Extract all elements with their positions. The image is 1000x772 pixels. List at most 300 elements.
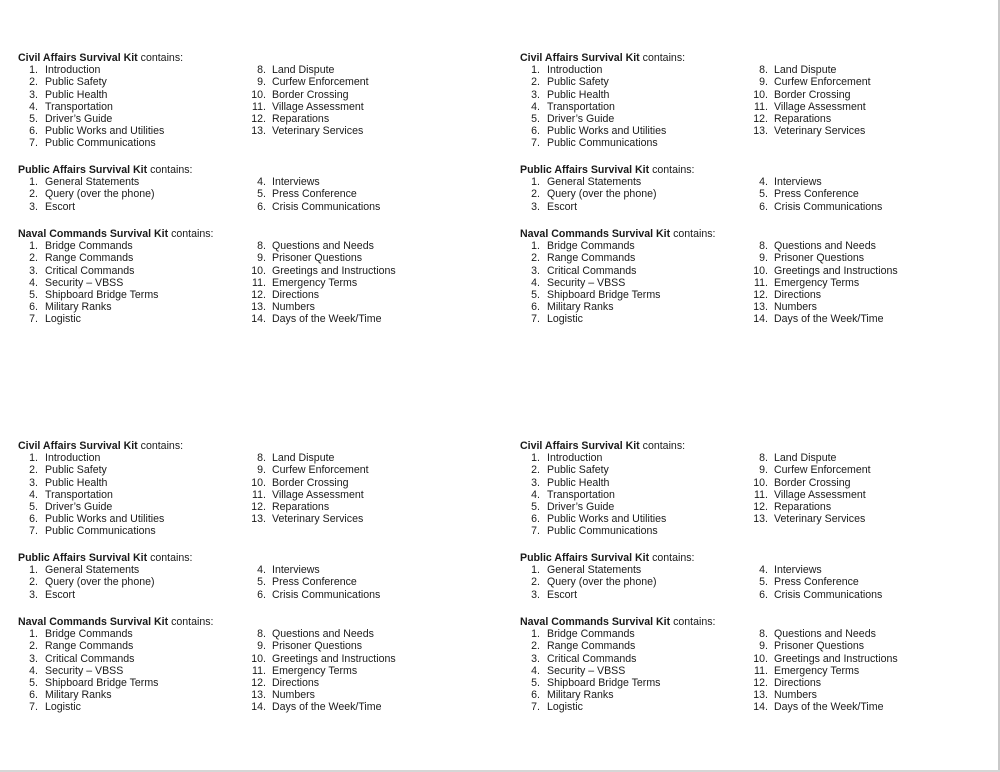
list-item-number: 12. — [753, 676, 768, 689]
list-item — [18, 301, 248, 313]
list-item-label: Public Health — [547, 476, 610, 489]
list-item-number: 10. — [753, 652, 768, 665]
list-item-label: Prisoner Questions — [272, 640, 363, 653]
list-item — [746, 452, 986, 464]
list-item-number: 2. — [29, 188, 38, 201]
kit-title-suffix: contains: — [168, 228, 214, 240]
list-item — [244, 265, 484, 277]
list-item — [746, 489, 986, 501]
list-item — [244, 640, 484, 652]
list-item — [520, 640, 750, 652]
list-item-number: 9. — [257, 640, 266, 653]
kit-column-left — [520, 64, 750, 149]
list-item-number: 2. — [531, 640, 540, 653]
list-item-label: Directions — [272, 676, 320, 689]
kit-heading — [18, 164, 488, 176]
list-item — [244, 701, 484, 713]
list-item — [18, 137, 248, 149]
kit-heading — [520, 52, 990, 64]
list-item-label: Land Dispute — [272, 64, 335, 77]
list-item-number: 11. — [252, 100, 266, 113]
kit-title: Civil Affairs Survival Kit — [18, 52, 138, 64]
list-item — [244, 201, 484, 213]
list-item-label: Days of the Week/Time — [774, 701, 884, 714]
list-item — [18, 677, 248, 689]
list-item-number: 4. — [29, 488, 38, 501]
public-affairs-kit — [520, 552, 990, 601]
list-item — [244, 125, 484, 137]
list-item — [520, 188, 750, 200]
list-item-label: Veterinary Services — [774, 513, 866, 526]
list-item-number: 7. — [531, 701, 540, 714]
list-item-label: Security – VBSS — [45, 664, 124, 677]
list-item-number: 10. — [753, 264, 768, 277]
list-item — [18, 653, 248, 665]
list-item-label: Query (over the phone) — [547, 188, 657, 201]
list-item-label: Public Health — [45, 476, 108, 489]
list-item — [244, 677, 484, 689]
list-item-label: Questions and Needs — [272, 628, 374, 641]
list-item-number: 6. — [29, 513, 38, 526]
list-item-label: Range Commands — [547, 640, 636, 653]
list-item-label: Emergency Terms — [272, 276, 358, 289]
list-item-number: 1. — [29, 240, 38, 253]
list-item-number: 12. — [753, 500, 768, 513]
list-item-number: 3. — [531, 264, 540, 277]
list-item-label: Query (over the phone) — [45, 188, 155, 201]
list-item-number: 13. — [251, 513, 266, 526]
list-item — [520, 252, 750, 264]
list-item — [18, 689, 248, 701]
list-item — [18, 277, 248, 289]
list-item-number: 2. — [531, 252, 540, 265]
list-item — [520, 301, 750, 313]
list-item — [746, 701, 986, 713]
list-item-label: Military Ranks — [547, 301, 614, 314]
list-item — [244, 289, 484, 301]
kit-column-left — [520, 240, 750, 325]
list-item-number: 2. — [531, 464, 540, 477]
list-item-number: 3. — [531, 200, 540, 213]
list-item-number: 1. — [531, 64, 540, 77]
list-item — [520, 525, 750, 537]
list-item-number: 14. — [251, 701, 266, 714]
list-item-label: Border Crossing — [774, 476, 851, 489]
list-item — [244, 628, 484, 640]
list-item-number: 5. — [257, 576, 266, 589]
list-item-label: General Statements — [547, 564, 642, 577]
list-item-number: 4. — [29, 276, 38, 289]
list-item — [244, 513, 484, 525]
list-item-number: 5. — [29, 676, 38, 689]
list-item — [520, 501, 750, 513]
list-item-number: 3. — [531, 88, 540, 101]
list-item — [18, 265, 248, 277]
list-item — [18, 176, 248, 188]
list-item-number: 4. — [531, 100, 540, 113]
list-item-number: 1. — [29, 64, 38, 77]
list-item — [244, 252, 484, 264]
list-item-label: Introduction — [45, 452, 101, 465]
list-item-label: Days of the Week/Time — [774, 313, 884, 326]
list-item — [18, 701, 248, 713]
list-item-label: Questions and Needs — [272, 240, 374, 253]
list-item — [520, 513, 750, 525]
list-item — [746, 289, 986, 301]
list-item-label: Logistic — [547, 313, 583, 326]
list-item-number: 6. — [531, 125, 540, 138]
list-item — [18, 188, 248, 200]
list-item — [520, 113, 750, 125]
list-item-number: 2. — [29, 252, 38, 265]
kit-title: Civil Affairs Survival Kit — [520, 52, 640, 64]
list-item — [520, 701, 750, 713]
list-item — [520, 137, 750, 149]
list-item — [520, 76, 750, 88]
list-item — [520, 653, 750, 665]
list-item-number: 5. — [29, 500, 38, 513]
list-item — [746, 576, 986, 588]
public-affairs-kit — [520, 164, 990, 213]
list-item-number: 1. — [531, 628, 540, 641]
list-item-label: Curfew Enforcement — [272, 76, 369, 89]
list-item-number: 12. — [251, 112, 266, 125]
kit-title-suffix: contains: — [670, 228, 716, 240]
list-item-label: Questions and Needs — [774, 628, 876, 641]
list-item — [520, 628, 750, 640]
list-item-number: 8. — [759, 628, 768, 641]
list-item-label: Numbers — [272, 689, 315, 702]
list-item — [746, 252, 986, 264]
list-item-label: Military Ranks — [45, 689, 112, 702]
list-item-label: Logistic — [547, 701, 583, 714]
list-item-number: 11. — [252, 664, 266, 677]
list-item — [746, 125, 986, 137]
kit-heading — [18, 52, 488, 64]
list-item — [746, 113, 986, 125]
list-item-number: 7. — [29, 137, 38, 150]
list-item-number: 9. — [759, 76, 768, 89]
list-item-number: 2. — [29, 576, 38, 589]
list-item-label: Introduction — [547, 452, 603, 465]
list-item-label: Public Health — [547, 88, 610, 101]
list-item-label: Days of the Week/Time — [272, 313, 382, 326]
list-item-label: Reparations — [272, 500, 330, 513]
list-item — [244, 452, 484, 464]
list-item-number: 14. — [753, 701, 768, 714]
list-item — [244, 76, 484, 88]
list-item — [746, 240, 986, 252]
list-item-number: 6. — [759, 200, 768, 213]
list-item-number: 1. — [29, 176, 38, 189]
kit-title: Naval Commands Survival Kit — [520, 228, 671, 240]
list-item — [746, 501, 986, 513]
list-item-number: 11. — [754, 664, 768, 677]
list-item-label: Directions — [272, 288, 320, 301]
list-item — [18, 477, 248, 489]
list-item-number: 6. — [531, 301, 540, 314]
list-item-label: Security – VBSS — [547, 664, 626, 677]
list-item — [746, 265, 986, 277]
list-item-label: Public Works and Utilities — [45, 513, 165, 526]
list-item-label: Shipboard Bridge Terms — [45, 288, 159, 301]
list-item-label: Escort — [45, 588, 76, 601]
kit-heading — [520, 228, 990, 240]
list-item-number: 7. — [29, 525, 38, 538]
list-item-number: 6. — [531, 513, 540, 526]
list-item-number: 9. — [257, 464, 266, 477]
list-item-number: 8. — [759, 452, 768, 465]
list-item — [520, 464, 750, 476]
list-item-label: Numbers — [774, 301, 817, 314]
list-item — [520, 489, 750, 501]
civil-affairs-kit — [520, 440, 990, 538]
list-item-number: 7. — [531, 525, 540, 538]
list-item-label: Public Safety — [45, 76, 107, 89]
list-item — [18, 452, 248, 464]
list-item — [18, 201, 248, 213]
list-item-number: 2. — [29, 76, 38, 89]
kit-heading — [520, 616, 990, 628]
kit-column-right — [244, 64, 484, 137]
list-item-number: 12. — [251, 500, 266, 513]
list-item-number: 1. — [29, 564, 38, 577]
list-item — [244, 564, 484, 576]
list-item — [746, 677, 986, 689]
kit-title-suffix: contains: — [147, 164, 193, 176]
kit-title-suffix: contains: — [670, 616, 716, 628]
list-item — [746, 76, 986, 88]
flyer-block-bottom-right — [520, 440, 990, 730]
list-item — [520, 176, 750, 188]
kit-title: Civil Affairs Survival Kit — [18, 440, 138, 452]
list-item-number: 10. — [251, 476, 266, 489]
list-item-label: Bridge Commands — [45, 240, 133, 253]
list-item-label: Emergency Terms — [774, 276, 860, 289]
list-item-number: 4. — [29, 664, 38, 677]
list-item-label: Public Safety — [547, 464, 609, 477]
kit-title: Civil Affairs Survival Kit — [520, 440, 640, 452]
list-item-number: 13. — [753, 513, 768, 526]
list-item-label: Public Works and Utilities — [547, 125, 667, 138]
kit-heading — [18, 616, 488, 628]
list-item-number: 6. — [29, 301, 38, 314]
list-item-number: 2. — [29, 640, 38, 653]
list-item-number: 11. — [252, 488, 266, 501]
list-item — [746, 640, 986, 652]
list-item — [520, 125, 750, 137]
list-item — [18, 564, 248, 576]
list-item — [746, 176, 986, 188]
list-item — [18, 252, 248, 264]
list-item-label: Logistic — [45, 701, 81, 714]
kit-column-right — [244, 452, 484, 525]
list-item-number: 1. — [531, 564, 540, 577]
list-item-label: Land Dispute — [774, 64, 837, 77]
kit-column-right — [746, 176, 986, 213]
list-item — [18, 240, 248, 252]
list-item-label: Directions — [774, 288, 822, 301]
list-item-label: Critical Commands — [547, 264, 637, 277]
list-item-label: Security – VBSS — [547, 276, 626, 289]
kit-heading — [520, 552, 990, 564]
list-item-label: Greetings and Instructions — [272, 264, 396, 277]
list-item-label: Reparations — [272, 112, 330, 125]
list-item-label: Questions and Needs — [774, 240, 876, 253]
list-item-label: Interviews — [774, 176, 822, 189]
list-item-label: Village Assessment — [272, 488, 364, 501]
list-item-number: 4. — [759, 564, 768, 577]
list-item — [520, 677, 750, 689]
naval-commands-kit — [18, 228, 488, 326]
list-item-number: 10. — [251, 264, 266, 277]
list-item-label: Public Health — [45, 88, 108, 101]
kit-column-left — [18, 240, 248, 325]
list-item-label: Veterinary Services — [272, 125, 364, 138]
kit-column-right — [746, 628, 986, 713]
list-item — [520, 477, 750, 489]
list-item — [520, 277, 750, 289]
list-item — [18, 640, 248, 652]
list-item-label: Village Assessment — [774, 100, 866, 113]
list-item — [18, 113, 248, 125]
list-item-number: 3. — [29, 200, 38, 213]
list-item-label: Public Communications — [547, 137, 658, 150]
list-item-number: 2. — [531, 188, 540, 201]
list-item-number: 6. — [29, 689, 38, 702]
list-item-label: Prisoner Questions — [774, 252, 865, 265]
kit-column-right — [244, 240, 484, 325]
list-item-label: Press Conference — [774, 188, 859, 201]
list-item-label: Military Ranks — [45, 301, 112, 314]
list-item — [18, 64, 248, 76]
list-item-label: Range Commands — [45, 252, 134, 265]
naval-commands-kit — [520, 616, 990, 714]
list-item — [520, 576, 750, 588]
list-item — [520, 240, 750, 252]
list-item-label: Greetings and Instructions — [272, 652, 396, 665]
list-item-number: 8. — [759, 240, 768, 253]
list-item-label: Village Assessment — [774, 488, 866, 501]
list-item-label: Press Conference — [272, 188, 357, 201]
list-item-number: 4. — [531, 276, 540, 289]
list-item — [746, 589, 986, 601]
list-item — [244, 477, 484, 489]
list-item — [18, 525, 248, 537]
list-item — [520, 265, 750, 277]
list-item — [746, 665, 986, 677]
kit-column-left — [520, 176, 750, 213]
kit-title: Public Affairs Survival Kit — [520, 164, 650, 176]
list-item-number: 5. — [531, 288, 540, 301]
civil-affairs-kit — [18, 52, 488, 150]
list-item-number: 9. — [759, 640, 768, 653]
civil-affairs-kit — [520, 52, 990, 150]
list-item — [18, 89, 248, 101]
list-item-number: 12. — [753, 288, 768, 301]
list-item-number: 10. — [251, 88, 266, 101]
flyer-block-top-right — [520, 52, 990, 342]
list-item-label: Border Crossing — [774, 88, 851, 101]
list-item-number: 10. — [753, 88, 768, 101]
kit-column-right — [746, 564, 986, 601]
kit-title-suffix: contains: — [168, 616, 214, 628]
list-item — [746, 301, 986, 313]
list-item-label: Curfew Enforcement — [774, 464, 871, 477]
list-item — [18, 513, 248, 525]
list-item-label: Village Assessment — [272, 100, 364, 113]
list-item — [520, 589, 750, 601]
list-item-label: Transportation — [547, 488, 615, 501]
list-item-label: Public Works and Utilities — [45, 125, 165, 138]
list-item-number: 7. — [531, 313, 540, 326]
list-item — [746, 101, 986, 113]
list-item-number: 14. — [753, 313, 768, 326]
list-item-label: Transportation — [45, 100, 113, 113]
list-item-number: 3. — [531, 652, 540, 665]
list-item-label: Crisis Communications — [774, 588, 883, 601]
list-item — [244, 240, 484, 252]
list-item-number: 13. — [753, 689, 768, 702]
list-item-number: 7. — [29, 701, 38, 714]
list-item-label: Interviews — [774, 564, 822, 577]
list-item-number: 6. — [257, 200, 266, 213]
list-item — [746, 89, 986, 101]
list-item — [746, 201, 986, 213]
list-item-number: 9. — [759, 252, 768, 265]
list-item-label: Public Communications — [45, 525, 156, 538]
public-affairs-kit — [18, 164, 488, 213]
list-item-label: Introduction — [547, 64, 603, 77]
list-item-label: Reparations — [774, 500, 832, 513]
list-item-label: Query (over the phone) — [45, 576, 155, 589]
list-item-label: Crisis Communications — [272, 200, 381, 213]
kit-column-left — [520, 564, 750, 601]
list-item-number: 1. — [29, 452, 38, 465]
list-item — [244, 188, 484, 200]
list-item-number: 10. — [753, 476, 768, 489]
list-item-label: Escort — [547, 200, 578, 213]
kit-column-right — [746, 452, 986, 525]
list-item-label: Critical Commands — [547, 652, 637, 665]
kit-column-left — [18, 452, 248, 537]
list-item-label: Land Dispute — [774, 452, 837, 465]
list-item-label: Interviews — [272, 564, 320, 577]
civil-affairs-kit — [18, 440, 488, 538]
list-item-number: 11. — [252, 276, 266, 289]
kit-heading — [18, 228, 488, 240]
list-item-number: 4. — [531, 488, 540, 501]
list-item-label: Directions — [774, 676, 822, 689]
list-item-number: 6. — [257, 588, 266, 601]
list-item-label: Critical Commands — [45, 652, 135, 665]
list-item-label: Border Crossing — [272, 476, 349, 489]
list-item-label: Escort — [547, 588, 578, 601]
list-item-number: 6. — [29, 125, 38, 138]
list-item — [520, 313, 750, 325]
list-item-number: 13. — [753, 301, 768, 314]
list-item-number: 1. — [531, 240, 540, 253]
list-item-number: 11. — [754, 276, 768, 289]
list-item-label: Public Works and Utilities — [547, 513, 667, 526]
list-item — [18, 313, 248, 325]
list-item-label: Crisis Communications — [774, 200, 883, 213]
list-item-number: 6. — [759, 588, 768, 601]
list-item-label: General Statements — [547, 176, 642, 189]
kit-column-left — [18, 628, 248, 713]
list-item-number: 4. — [531, 664, 540, 677]
list-item-number: 1. — [531, 452, 540, 465]
